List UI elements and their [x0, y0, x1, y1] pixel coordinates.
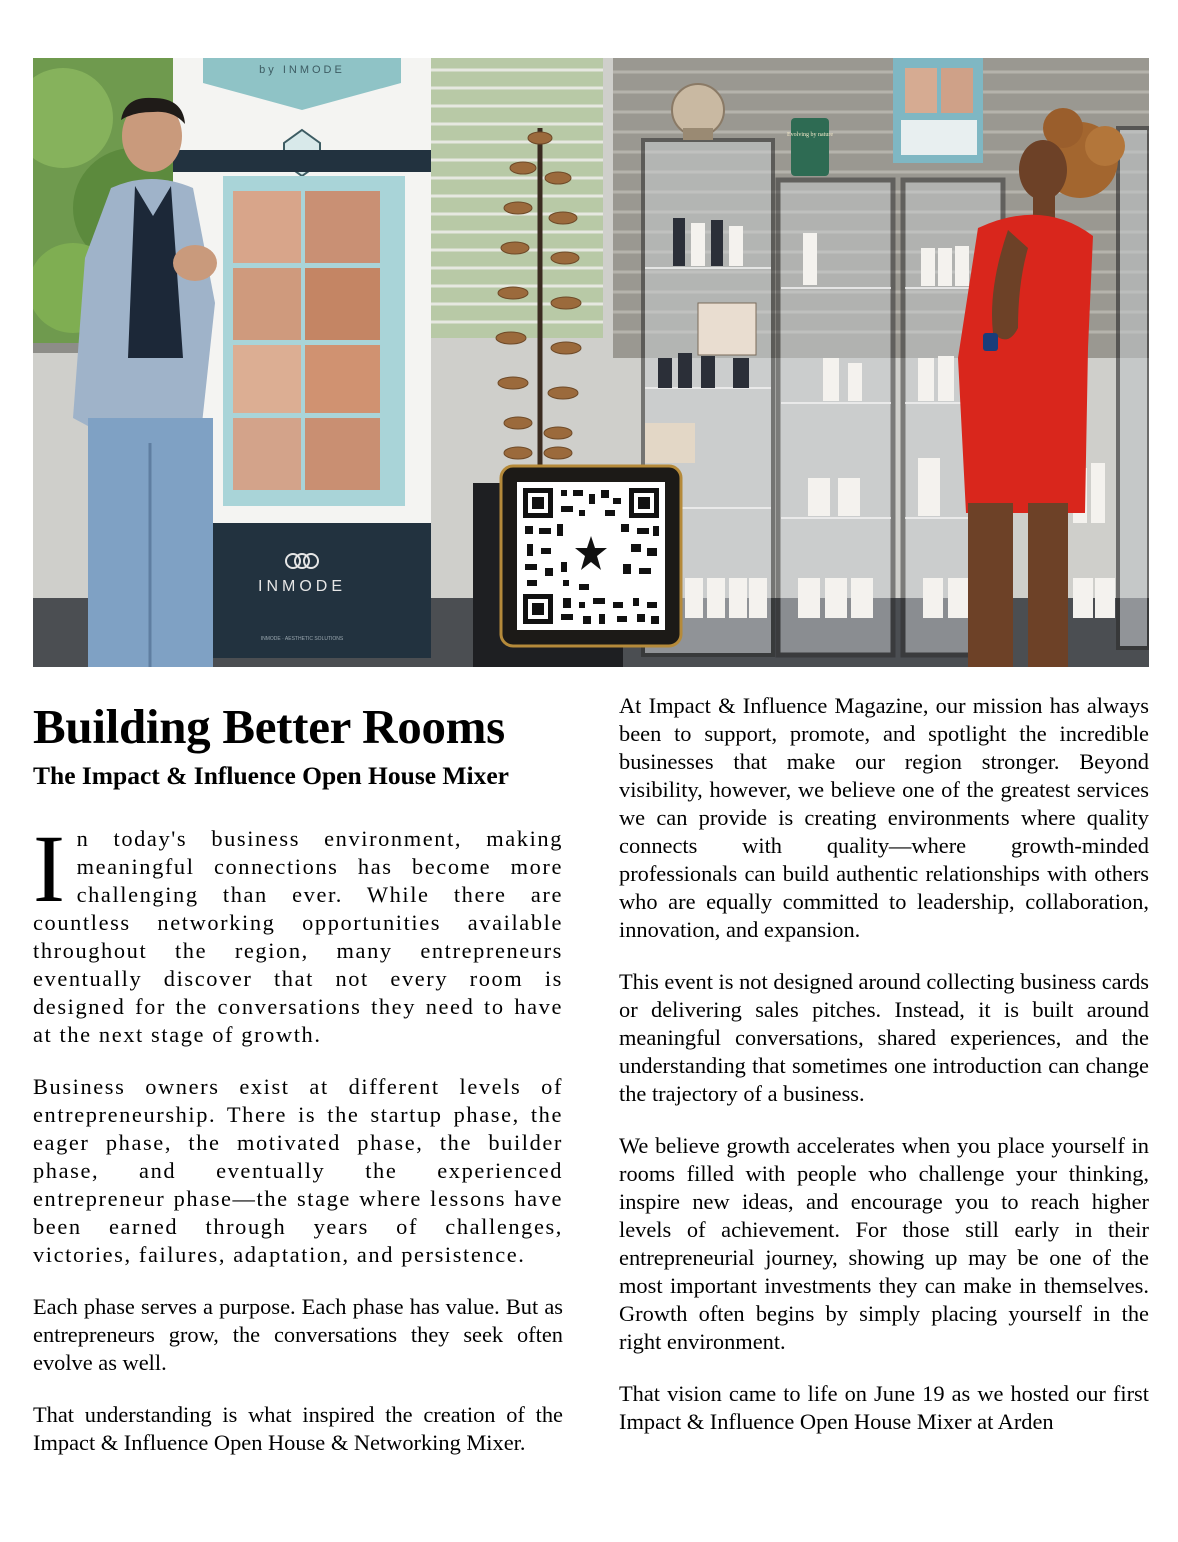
article-paragraph: We believe growth accelerates when you place yourself in rooms filled with people who challenge your thinking, inspire new ideas, and encourage you to reach higher levels of achievement. For those still early in their entrepreneurial journey, showing up may be one of the most important investments they can make in themselves. Growth often begins by simply placing yourself in the right environment.	[619, 1133, 1149, 1354]
display-card	[791, 118, 829, 176]
article-paragraph: That vision came to life on June 19 as we hosted our first Impact & Influence Open House Mixer at Arden	[619, 1381, 1149, 1434]
article-paragraph: At Impact & Influence Magazine, our mission has always been to support, promote, and spotlight the incredible businesses that make our region stronger. Beyond visibility, however, we believe one of the greatest services we can provide is creating environments where quality connects with quality—where growth-minded professionals can build authentic relationships with others who are equally committed to leadership, collaboration, innovation, and expansion.	[619, 693, 1149, 942]
article-title: Building Better Rooms	[33, 699, 505, 754]
article-paragraph: Business owners exist at different levels of entrepreneurship. There is the startup phase, the eager phase, the motivated phase, the builder phase, and eventually the experienced entrepreneur phase—the stage where lessons have been earned through years of challenges, victories, failures, adaptation, and persistence.	[33, 1074, 563, 1267]
article-paragraph: In today's business environment, making meaningful connections has become more challenging than ever. While there are countless networking opportunities available throughout the region, many entrepreneurs eventually discover that not every room is designed for the conversations they need to have at the next stage of growth.	[33, 815, 563, 1047]
qr-code	[501, 466, 681, 646]
article-right-column	[619, 692, 1149, 1460]
article-paragraph: That understanding is what inspired the creation of the Impact & Influence Open House & Networking Mixer.	[33, 1402, 563, 1455]
article-paragraph: Each phase serves a purpose. Each phase has value. But as entrepreneurs grow, the conversations they seek often evolve as well.	[33, 1294, 563, 1375]
svg-text:Evolving by nature: Evolving by nature	[787, 132, 833, 138]
svg-text:INMODE: INMODE	[258, 578, 346, 595]
drop-cap: I	[33, 815, 67, 922]
hero-photo	[33, 58, 1149, 667]
article-paragraph: This event is not designed around collecting business cards or delivering sales pitches. Instead, it is built around meaningful conversations, shared experiences, and the understanding that sometimes one introduction can change the trajectory of a business.	[619, 969, 1149, 1106]
svg-text:INMODE · AESTHETIC SOLUTIONS: INMODE · AESTHETIC SOLUTIONS	[260, 636, 344, 642]
svg-text:by INMODE: by INMODE	[259, 64, 345, 76]
article-left-column	[33, 690, 563, 1481]
article-subtitle: The Impact & Influence Open House Mixer	[33, 761, 509, 790]
hero-photo-illustration	[33, 58, 1149, 667]
